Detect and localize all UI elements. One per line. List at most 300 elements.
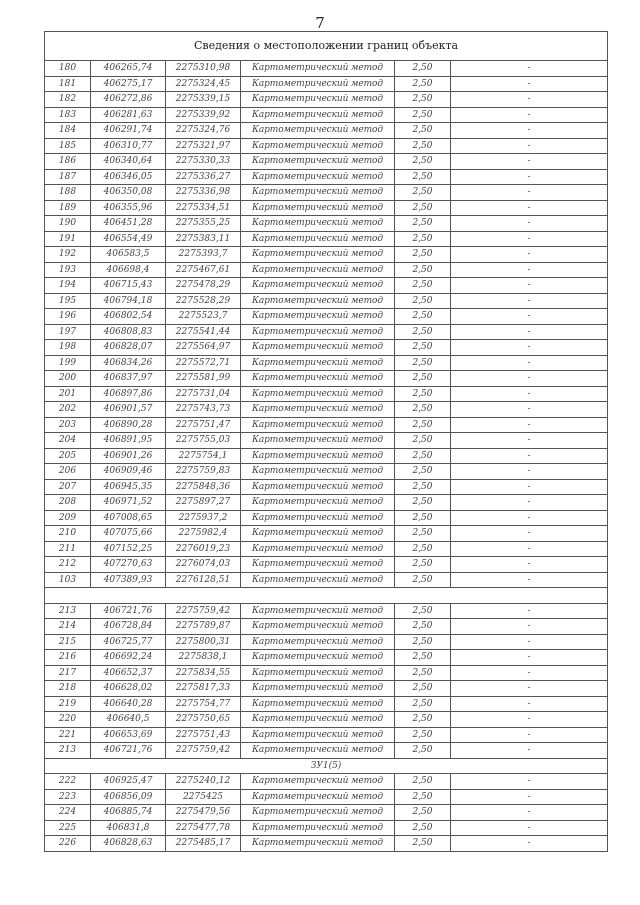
note-dash: - <box>451 92 608 108</box>
boundary-table <box>44 31 608 852</box>
coord-y: 2275982,4 <box>166 526 241 542</box>
table-row <box>45 231 608 247</box>
accuracy: 2,50 <box>395 324 451 340</box>
note-dash: - <box>451 557 608 573</box>
accuracy: 2,50 <box>395 123 451 139</box>
table-row <box>45 650 608 666</box>
coord-x: 406640,28 <box>91 696 166 712</box>
point-number: 200 <box>45 371 91 387</box>
separator-row <box>45 588 608 604</box>
point-number: 205 <box>45 448 91 464</box>
coord-y: 2275523,7 <box>166 309 241 325</box>
coord-y: 2275755,03 <box>166 433 241 449</box>
accuracy: 2,50 <box>395 712 451 728</box>
coord-x: 406281,63 <box>91 107 166 123</box>
method: Картометрический метод <box>241 526 395 542</box>
point-number: 219 <box>45 696 91 712</box>
point-number: 191 <box>45 231 91 247</box>
table-row <box>45 495 608 511</box>
accuracy: 2,50 <box>395 727 451 743</box>
coord-y: 2275897,27 <box>166 495 241 511</box>
accuracy: 2,50 <box>395 402 451 418</box>
accuracy: 2,50 <box>395 464 451 480</box>
note-dash: - <box>451 789 608 805</box>
accuracy: 2,50 <box>395 138 451 154</box>
accuracy: 2,50 <box>395 665 451 681</box>
note-dash: - <box>451 371 608 387</box>
section-row <box>45 758 608 774</box>
coord-x: 406583,5 <box>91 247 166 263</box>
coord-x: 406721,76 <box>91 603 166 619</box>
table-row <box>45 216 608 232</box>
coord-x: 406856,09 <box>91 789 166 805</box>
method: Картометрический метод <box>241 355 395 371</box>
accuracy: 2,50 <box>395 526 451 542</box>
coord-y: 2275751,43 <box>166 727 241 743</box>
coord-y: 2275310,98 <box>166 61 241 77</box>
point-number: 199 <box>45 355 91 371</box>
method: Картометрический метод <box>241 386 395 402</box>
method: Картометрический метод <box>241 743 395 759</box>
coord-y: 2275572,71 <box>166 355 241 371</box>
coord-x: 406715,43 <box>91 278 166 294</box>
accuracy: 2,50 <box>395 169 451 185</box>
table-row <box>45 138 608 154</box>
note-dash: - <box>451 743 608 759</box>
table-row <box>45 789 608 805</box>
point-number: 214 <box>45 619 91 635</box>
coord-y: 2275581,99 <box>166 371 241 387</box>
note-dash: - <box>451 696 608 712</box>
table-row <box>45 154 608 170</box>
coord-y: 2275425 <box>166 789 241 805</box>
coord-y: 2275759,42 <box>166 603 241 619</box>
method: Картометрический метод <box>241 696 395 712</box>
coord-y: 2276019,23 <box>166 541 241 557</box>
accuracy: 2,50 <box>395 185 451 201</box>
point-number: 208 <box>45 495 91 511</box>
note-dash: - <box>451 340 608 356</box>
coord-y: 2275754,1 <box>166 448 241 464</box>
point-number: 198 <box>45 340 91 356</box>
method: Картометрический метод <box>241 805 395 821</box>
coord-x: 406891,95 <box>91 433 166 449</box>
note-dash: - <box>451 185 608 201</box>
note-dash: - <box>451 774 608 790</box>
table-title: Сведения о местоположении границ объекта <box>45 32 608 61</box>
note-dash: - <box>451 76 608 92</box>
point-number: 225 <box>45 820 91 836</box>
table-row <box>45 820 608 836</box>
accuracy: 2,50 <box>395 479 451 495</box>
coord-x: 406831,8 <box>91 820 166 836</box>
method: Картометрический метод <box>241 650 395 666</box>
coord-y: 2275393,7 <box>166 247 241 263</box>
coord-x: 407075,66 <box>91 526 166 542</box>
method: Картометрический метод <box>241 417 395 433</box>
note-dash: - <box>451 107 608 123</box>
note-dash: - <box>451 216 608 232</box>
coord-y: 2275750,65 <box>166 712 241 728</box>
coord-x: 406355,96 <box>91 200 166 216</box>
method: Картометрический метод <box>241 433 395 449</box>
coord-y: 2275937,2 <box>166 510 241 526</box>
coord-x: 406901,26 <box>91 448 166 464</box>
accuracy: 2,50 <box>395 278 451 294</box>
coord-y: 2275731,04 <box>166 386 241 402</box>
accuracy: 2,50 <box>395 216 451 232</box>
table-row <box>45 510 608 526</box>
method: Картометрический метод <box>241 789 395 805</box>
accuracy: 2,50 <box>395 417 451 433</box>
method: Картометрический метод <box>241 557 395 573</box>
point-number: 207 <box>45 479 91 495</box>
coord-x: 406828,07 <box>91 340 166 356</box>
method: Картометрический метод <box>241 278 395 294</box>
method: Картометрический метод <box>241 123 395 139</box>
coord-x: 406897,86 <box>91 386 166 402</box>
note-dash: - <box>451 681 608 697</box>
table-row <box>45 371 608 387</box>
accuracy: 2,50 <box>395 92 451 108</box>
table-row <box>45 696 608 712</box>
note-dash: - <box>451 665 608 681</box>
point-number: 222 <box>45 774 91 790</box>
coord-x: 406901,57 <box>91 402 166 418</box>
table-row <box>45 805 608 821</box>
method: Картометрический метод <box>241 634 395 650</box>
note-dash: - <box>451 836 608 852</box>
accuracy: 2,50 <box>395 696 451 712</box>
method: Картометрический метод <box>241 572 395 588</box>
accuracy: 2,50 <box>395 76 451 92</box>
coord-y: 2275754,77 <box>166 696 241 712</box>
method: Картометрический метод <box>241 820 395 836</box>
coord-y: 2275834,55 <box>166 665 241 681</box>
coord-x: 406554,49 <box>91 231 166 247</box>
accuracy: 2,50 <box>395 495 451 511</box>
coord-x: 406640,5 <box>91 712 166 728</box>
table-row <box>45 185 608 201</box>
point-number: 202 <box>45 402 91 418</box>
note-dash: - <box>451 386 608 402</box>
coord-y: 2275383,11 <box>166 231 241 247</box>
coord-x: 406628,02 <box>91 681 166 697</box>
table-row <box>45 541 608 557</box>
note-dash: - <box>451 262 608 278</box>
point-number: 197 <box>45 324 91 340</box>
table-row <box>45 557 608 573</box>
note-dash: - <box>451 278 608 294</box>
table-row <box>45 665 608 681</box>
note-dash: - <box>451 61 608 77</box>
point-number: 193 <box>45 262 91 278</box>
method: Картометрический метод <box>241 371 395 387</box>
accuracy: 2,50 <box>395 247 451 263</box>
coord-y: 2275564,97 <box>166 340 241 356</box>
note-dash: - <box>451 169 608 185</box>
coord-x: 406275,17 <box>91 76 166 92</box>
coord-x: 406291,74 <box>91 123 166 139</box>
method: Картометрический метод <box>241 200 395 216</box>
note-dash: - <box>451 820 608 836</box>
coord-x: 406310,77 <box>91 138 166 154</box>
accuracy: 2,50 <box>395 836 451 852</box>
table-row <box>45 169 608 185</box>
method: Картометрический метод <box>241 665 395 681</box>
coord-x: 406794,18 <box>91 293 166 309</box>
point-number: 213 <box>45 743 91 759</box>
point-number: 196 <box>45 309 91 325</box>
table-row <box>45 774 608 790</box>
accuracy: 2,50 <box>395 107 451 123</box>
point-number: 206 <box>45 464 91 480</box>
coord-y: 2275838,1 <box>166 650 241 666</box>
coord-x: 406802,54 <box>91 309 166 325</box>
table-row <box>45 402 608 418</box>
point-number: 203 <box>45 417 91 433</box>
accuracy: 2,50 <box>395 293 451 309</box>
note-dash: - <box>451 402 608 418</box>
page-number: 7 <box>315 14 325 32</box>
table-row <box>45 619 608 635</box>
accuracy: 2,50 <box>395 61 451 77</box>
method: Картометрический метод <box>241 76 395 92</box>
accuracy: 2,50 <box>395 200 451 216</box>
point-number: 182 <box>45 92 91 108</box>
coord-y: 2275334,51 <box>166 200 241 216</box>
method: Картометрический метод <box>241 247 395 263</box>
accuracy: 2,50 <box>395 557 451 573</box>
point-number: 226 <box>45 836 91 852</box>
point-number: 181 <box>45 76 91 92</box>
table-row <box>45 448 608 464</box>
coord-x: 406808,83 <box>91 324 166 340</box>
coord-x: 406652,37 <box>91 665 166 681</box>
note-dash: - <box>451 231 608 247</box>
point-number: 186 <box>45 154 91 170</box>
table-row <box>45 526 608 542</box>
accuracy: 2,50 <box>395 154 451 170</box>
accuracy: 2,50 <box>395 619 451 635</box>
coord-y: 2275478,29 <box>166 278 241 294</box>
table-row <box>45 634 608 650</box>
point-number: 185 <box>45 138 91 154</box>
coord-y: 2275789,87 <box>166 619 241 635</box>
coord-y: 2275330,33 <box>166 154 241 170</box>
note-dash: - <box>451 448 608 464</box>
coord-y: 2275800,31 <box>166 634 241 650</box>
coord-x: 407008,65 <box>91 510 166 526</box>
accuracy: 2,50 <box>395 448 451 464</box>
coord-y: 2275751,47 <box>166 417 241 433</box>
coord-x: 406721,76 <box>91 743 166 759</box>
method: Картометрический метод <box>241 185 395 201</box>
method: Картометрический метод <box>241 495 395 511</box>
accuracy: 2,50 <box>395 340 451 356</box>
table-title-row <box>45 32 608 61</box>
accuracy: 2,50 <box>395 774 451 790</box>
accuracy: 2,50 <box>395 355 451 371</box>
coord-x: 406909,46 <box>91 464 166 480</box>
point-number: 183 <box>45 107 91 123</box>
coord-y: 2275467,61 <box>166 262 241 278</box>
coord-x: 406692,24 <box>91 650 166 666</box>
table-row <box>45 340 608 356</box>
coord-y: 2275528,29 <box>166 293 241 309</box>
coord-x: 406272,86 <box>91 92 166 108</box>
note-dash: - <box>451 355 608 371</box>
coord-y: 2275479,56 <box>166 805 241 821</box>
note-dash: - <box>451 293 608 309</box>
point-number: 188 <box>45 185 91 201</box>
accuracy: 2,50 <box>395 572 451 588</box>
table-row <box>45 107 608 123</box>
point-number: 204 <box>45 433 91 449</box>
table-row <box>45 123 608 139</box>
point-number: 190 <box>45 216 91 232</box>
coord-x: 406890,28 <box>91 417 166 433</box>
point-number: 195 <box>45 293 91 309</box>
method: Картометрический метод <box>241 681 395 697</box>
table-row <box>45 743 608 759</box>
note-dash: - <box>451 526 608 542</box>
table-row <box>45 355 608 371</box>
table-row <box>45 464 608 480</box>
coord-x: 406451,28 <box>91 216 166 232</box>
point-number: 192 <box>45 247 91 263</box>
point-number: 211 <box>45 541 91 557</box>
method: Картометрический метод <box>241 107 395 123</box>
note-dash: - <box>451 200 608 216</box>
note-dash: - <box>451 572 608 588</box>
coord-y: 2275485,17 <box>166 836 241 852</box>
coord-x: 407389,93 <box>91 572 166 588</box>
table-row <box>45 433 608 449</box>
coord-y: 2275336,27 <box>166 169 241 185</box>
coord-y: 2275759,42 <box>166 743 241 759</box>
note-dash: - <box>451 541 608 557</box>
point-number: 223 <box>45 789 91 805</box>
method: Картометрический метод <box>241 340 395 356</box>
table-row <box>45 681 608 697</box>
point-number: 189 <box>45 200 91 216</box>
coord-x: 406925,47 <box>91 774 166 790</box>
table-row <box>45 386 608 402</box>
coord-y: 2275541,44 <box>166 324 241 340</box>
coord-y: 2275324,45 <box>166 76 241 92</box>
point-number: 215 <box>45 634 91 650</box>
method: Картометрический метод <box>241 138 395 154</box>
coord-x: 406885,74 <box>91 805 166 821</box>
note-dash: - <box>451 479 608 495</box>
coord-x: 406945,35 <box>91 479 166 495</box>
accuracy: 2,50 <box>395 433 451 449</box>
table-row <box>45 247 608 263</box>
note-dash: - <box>451 123 608 139</box>
point-number: 210 <box>45 526 91 542</box>
accuracy: 2,50 <box>395 231 451 247</box>
point-number: 224 <box>45 805 91 821</box>
coord-x: 407270,63 <box>91 557 166 573</box>
coord-x: 406698,4 <box>91 262 166 278</box>
coord-y: 2275321,97 <box>166 138 241 154</box>
coord-x: 406834,26 <box>91 355 166 371</box>
method: Картометрический метод <box>241 774 395 790</box>
method: Картометрический метод <box>241 216 395 232</box>
coord-y: 2275339,15 <box>166 92 241 108</box>
note-dash: - <box>451 154 608 170</box>
table-row <box>45 200 608 216</box>
accuracy: 2,50 <box>395 743 451 759</box>
accuracy: 2,50 <box>395 510 451 526</box>
table-row <box>45 309 608 325</box>
method: Картометрический метод <box>241 464 395 480</box>
coord-x: 406828,63 <box>91 836 166 852</box>
accuracy: 2,50 <box>395 681 451 697</box>
note-dash: - <box>451 247 608 263</box>
coord-y: 2275355,25 <box>166 216 241 232</box>
method: Картометрический метод <box>241 324 395 340</box>
coord-y: 2275848,36 <box>166 479 241 495</box>
point-number: 184 <box>45 123 91 139</box>
table-row <box>45 76 608 92</box>
table-row <box>45 727 608 743</box>
method: Картометрический метод <box>241 262 395 278</box>
method: Картометрический метод <box>241 836 395 852</box>
note-dash: - <box>451 464 608 480</box>
table-row <box>45 92 608 108</box>
coord-x: 406265,74 <box>91 61 166 77</box>
accuracy: 2,50 <box>395 789 451 805</box>
method: Картометрический метод <box>241 712 395 728</box>
method: Картометрический метод <box>241 448 395 464</box>
method: Картометрический метод <box>241 619 395 635</box>
note-dash: - <box>451 324 608 340</box>
coord-x: 406340,64 <box>91 154 166 170</box>
accuracy: 2,50 <box>395 309 451 325</box>
accuracy: 2,50 <box>395 634 451 650</box>
note-dash: - <box>451 650 608 666</box>
accuracy: 2,50 <box>395 805 451 821</box>
coord-x: 406350,08 <box>91 185 166 201</box>
coord-y: 2275759,83 <box>166 464 241 480</box>
section-label: ЗУ1(5) <box>45 758 608 774</box>
method: Картометрический метод <box>241 169 395 185</box>
table-row <box>45 278 608 294</box>
coord-y: 2276074,03 <box>166 557 241 573</box>
point-number: 103 <box>45 572 91 588</box>
accuracy: 2,50 <box>395 603 451 619</box>
point-number: 201 <box>45 386 91 402</box>
coord-x: 406725,77 <box>91 634 166 650</box>
coord-y: 2275324,76 <box>166 123 241 139</box>
table-row <box>45 572 608 588</box>
note-dash: - <box>451 433 608 449</box>
method: Картометрический метод <box>241 510 395 526</box>
table-row <box>45 603 608 619</box>
note-dash: - <box>451 805 608 821</box>
method: Картометрический метод <box>241 154 395 170</box>
coord-x: 407152,25 <box>91 541 166 557</box>
accuracy: 2,50 <box>395 541 451 557</box>
point-number: 216 <box>45 650 91 666</box>
point-number: 212 <box>45 557 91 573</box>
method: Картометрический метод <box>241 293 395 309</box>
point-number: 221 <box>45 727 91 743</box>
note-dash: - <box>451 727 608 743</box>
point-number: 220 <box>45 712 91 728</box>
